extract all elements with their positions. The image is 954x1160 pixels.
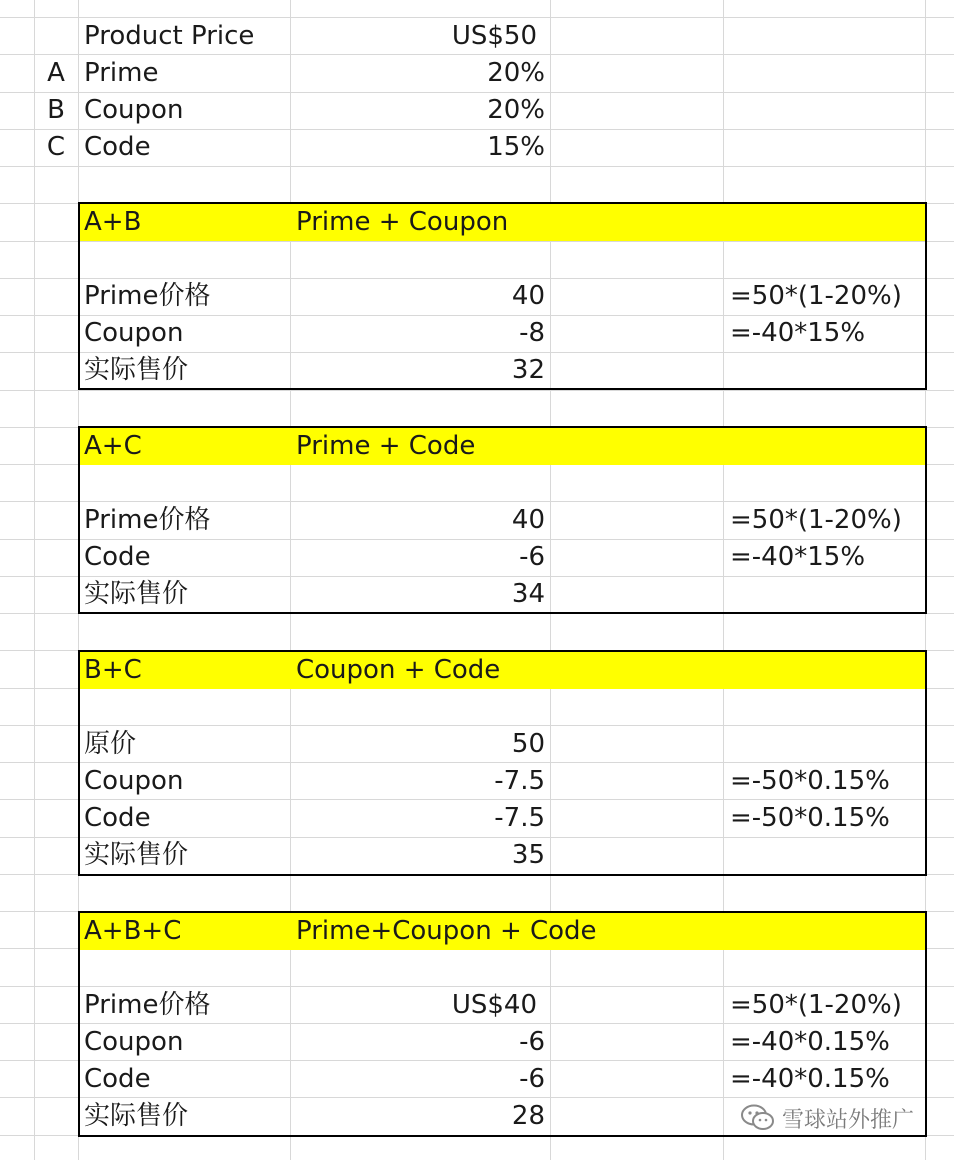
- row-value[interactable]: -7.5: [494, 766, 545, 796]
- row-label[interactable]: Code: [84, 1064, 151, 1094]
- row-formula[interactable]: =50*(1-20%): [730, 281, 902, 311]
- discount-value[interactable]: 20%: [487, 58, 545, 88]
- gridline-row: [0, 390, 954, 391]
- block-title[interactable]: Coupon + Code: [296, 655, 501, 685]
- row-letter[interactable]: C: [46, 132, 66, 162]
- block-code[interactable]: A+B+C: [84, 916, 182, 946]
- row-value[interactable]: -6: [519, 1064, 545, 1094]
- row-letter[interactable]: A: [47, 58, 65, 88]
- row-formula[interactable]: =50*(1-20%): [730, 505, 902, 535]
- row-label[interactable]: Coupon: [84, 318, 184, 348]
- row-value[interactable]: 28: [511, 1101, 545, 1131]
- row-label[interactable]: 原价: [84, 729, 137, 759]
- block-title[interactable]: Prime + Coupon: [296, 207, 509, 237]
- block-code[interactable]: A+B: [84, 207, 142, 237]
- watermark-text: 雪球站外推广: [782, 1107, 915, 1133]
- row-formula[interactable]: =-40*15%: [730, 318, 866, 348]
- row-formula[interactable]: =-50*0.15%: [730, 803, 890, 833]
- row-label[interactable]: Coupon: [84, 766, 184, 796]
- row-label[interactable]: 实际售价: [84, 355, 189, 385]
- row-label[interactable]: Prime价格: [84, 505, 211, 535]
- row-value[interactable]: -6: [519, 1027, 545, 1057]
- block-code[interactable]: A+C: [84, 431, 142, 461]
- block-title[interactable]: Prime+Coupon + Code: [296, 916, 597, 946]
- row-label[interactable]: 实际售价: [84, 840, 189, 870]
- row-formula[interactable]: =-40*0.15%: [730, 1064, 890, 1094]
- row-label[interactable]: Prime价格: [84, 281, 211, 311]
- discount-value[interactable]: 15%: [487, 132, 545, 162]
- wechat-icon: [740, 1103, 776, 1133]
- row-value[interactable]: 40: [511, 505, 545, 535]
- gridline-row: [0, 166, 954, 167]
- row-label[interactable]: Code: [84, 542, 151, 572]
- row-formula[interactable]: =-40*15%: [730, 542, 866, 572]
- discount-name[interactable]: Coupon: [84, 95, 184, 125]
- row-formula[interactable]: =-40*0.15%: [730, 1027, 890, 1057]
- row-value[interactable]: 40: [511, 281, 545, 311]
- row-value[interactable]: -6: [519, 542, 545, 572]
- row-formula[interactable]: =-50*0.15%: [730, 766, 890, 796]
- block-title[interactable]: Prime + Code: [296, 431, 476, 461]
- row-label[interactable]: 实际售价: [84, 1101, 189, 1131]
- row-formula[interactable]: =50*(1-20%): [730, 990, 902, 1020]
- product-price-value[interactable]: US$50: [451, 21, 537, 51]
- row-value[interactable]: 34: [511, 579, 545, 609]
- row-label[interactable]: 实际售价: [84, 579, 189, 609]
- row-value[interactable]: -8: [519, 318, 545, 348]
- row-value[interactable]: US$40: [451, 990, 537, 1020]
- watermark: [740, 1098, 914, 1138]
- discount-name[interactable]: Prime: [84, 58, 159, 88]
- row-label[interactable]: Code: [84, 803, 151, 833]
- discount-name[interactable]: Code: [84, 132, 151, 162]
- row-value[interactable]: 35: [511, 840, 545, 870]
- discount-value[interactable]: 20%: [487, 95, 545, 125]
- row-label[interactable]: Coupon: [84, 1027, 184, 1057]
- product-price-label[interactable]: Product Price: [84, 21, 255, 51]
- row-letter[interactable]: B: [47, 95, 65, 125]
- row-value[interactable]: 32: [511, 355, 545, 385]
- row-value[interactable]: -7.5: [494, 803, 545, 833]
- row-value[interactable]: 50: [511, 729, 545, 759]
- row-label[interactable]: Prime价格: [84, 990, 211, 1020]
- block-code[interactable]: B+C: [84, 655, 142, 685]
